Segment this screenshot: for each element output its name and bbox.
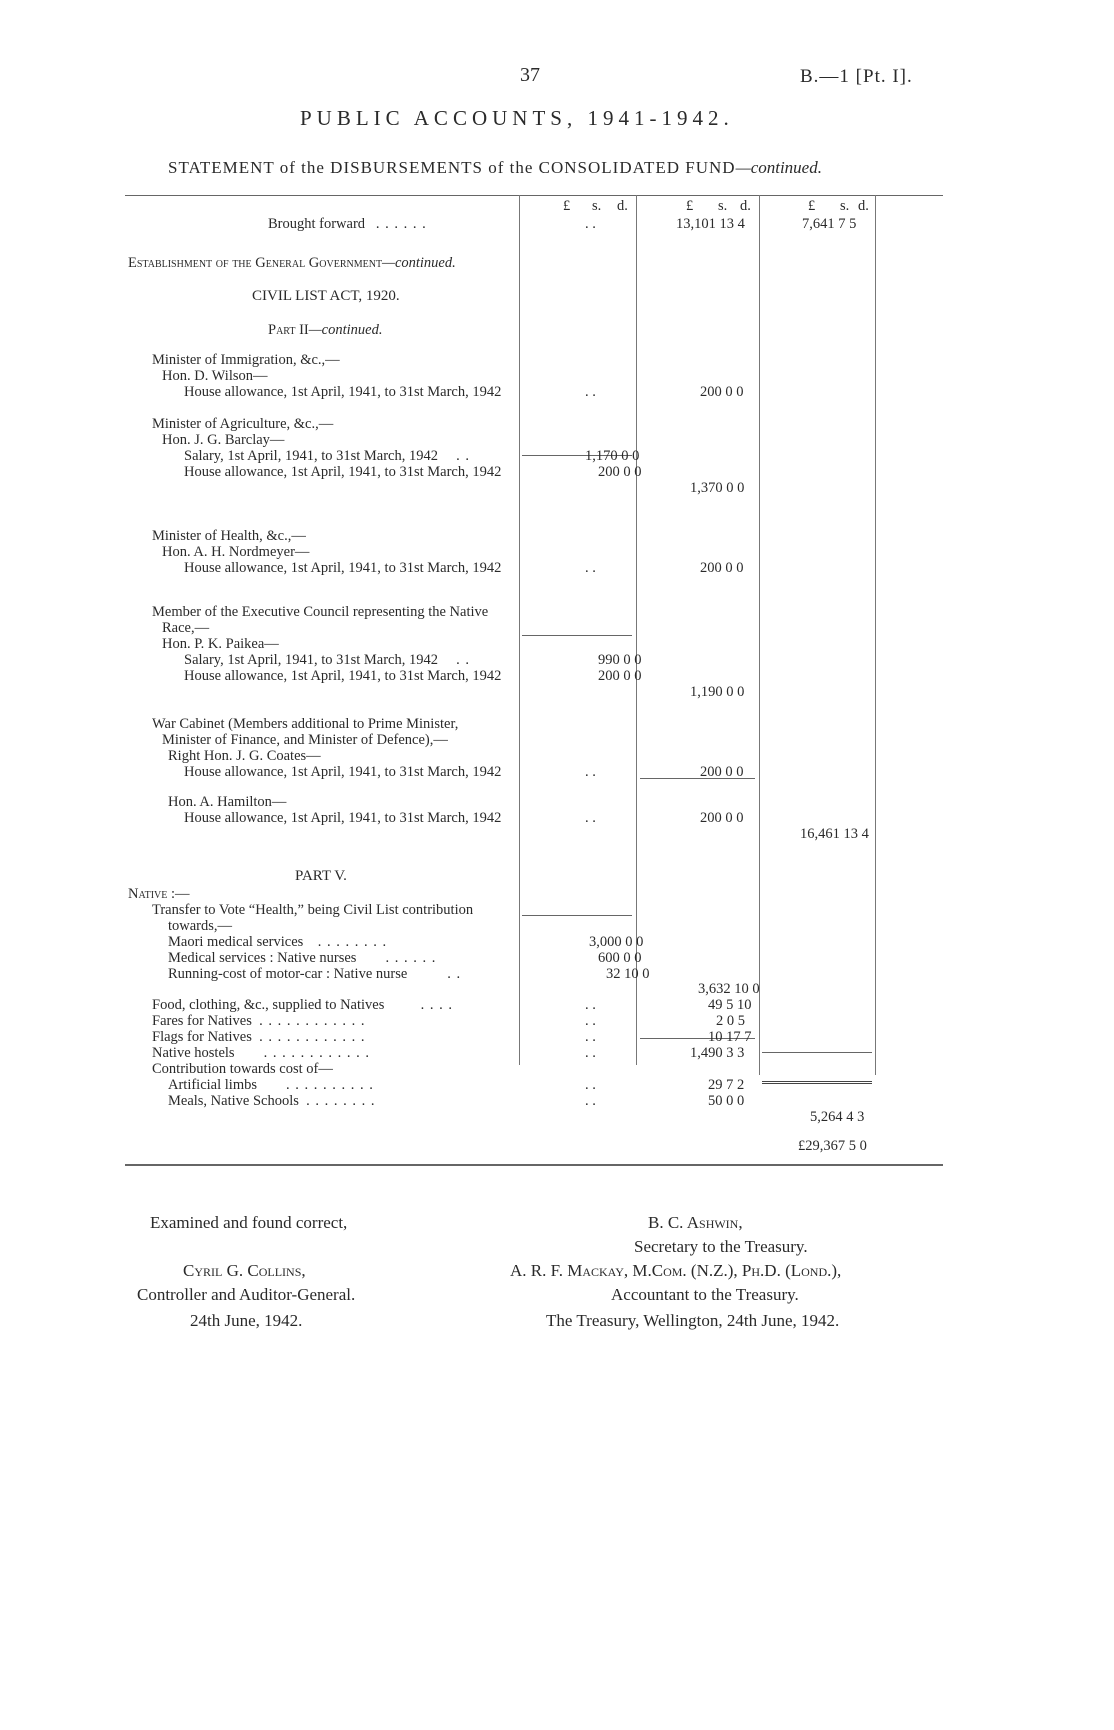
accountant-title: Accountant to the Treasury.: [611, 1285, 799, 1304]
native-label: Native: [128, 886, 168, 902]
rule-native-race-subtotal: [522, 635, 632, 636]
part-continued: —continued.: [308, 322, 383, 338]
health-heading: Minister of Health, &c.,—: [152, 528, 306, 544]
food-row: [152, 997, 453, 1013]
col3-pound-header: £: [808, 198, 816, 214]
limbs-col2: 29 7 2: [708, 1077, 745, 1093]
native-race-salary: [184, 652, 470, 668]
maori-medical-col1: 3,000 0 0: [589, 934, 644, 950]
immigration-col2: 200 0 0: [700, 384, 744, 400]
food-col2: 49 5 10: [708, 997, 752, 1013]
establishment-heading: [128, 255, 456, 271]
war-cabinet-heading-cont: Minister of Finance, and Minister of Defence),—: [162, 732, 448, 748]
brought-forward-col2: 13,101 13 4: [676, 216, 745, 232]
civil-list-heading: CIVIL LIST ACT, 1920.: [252, 288, 400, 304]
leader-dots: . . . . . . . .: [306, 1093, 376, 1109]
meals-label: Meals, Native Schools: [168, 1093, 299, 1109]
document-reference: B.—1 [Pt. I].: [800, 66, 913, 87]
medical-services-col1: 600 0 0: [598, 950, 642, 966]
flags-col1: . .: [585, 1029, 596, 1045]
auditor-title: Controller and Auditor-General.: [137, 1285, 356, 1304]
food-col1: . .: [585, 997, 596, 1013]
brought-forward-col1: . .: [585, 216, 596, 232]
native-col3-total: 5,264 4 3: [810, 1109, 865, 1125]
food-label: Food, clothing, &c., supplied to Natives: [152, 997, 385, 1013]
flags-label: Flags for Natives: [152, 1029, 252, 1045]
immigration-col1: . .: [585, 384, 596, 400]
col1-shillings-header: s.: [592, 198, 602, 214]
health-col2: 200 0 0: [700, 560, 744, 576]
running-cost-row: [168, 966, 461, 982]
hostels-label: Native hostels: [152, 1045, 235, 1061]
native-race-house: House allowance, 1st April, 1941, to 31st March, 1942: [184, 668, 502, 684]
hamilton-col1: . .: [585, 810, 596, 826]
grand-total: £29,367 5 0: [798, 1138, 867, 1154]
hamilton-person: Hon. A. Hamilton—: [168, 794, 287, 810]
hostels-col2: 1,490 3 3: [690, 1045, 745, 1061]
col1-pence-header: d.: [617, 198, 628, 214]
subtitle-text: STATEMENT of the DISBURSEMENTS of the CONSOLIDATED FUND: [168, 158, 736, 177]
meals-col1: . .: [585, 1093, 596, 1109]
rule-transfer-subtotal: [522, 915, 632, 916]
war-cabinet-col2: 200 0 0: [700, 764, 744, 780]
immigration-person: Hon. D. Wilson—: [162, 368, 268, 384]
war-cabinet-col1: . .: [585, 764, 596, 780]
native-race-col2: 1,190 0 0: [690, 684, 745, 700]
subtitle-continued: —continued.: [735, 158, 822, 177]
leader-dots: . . . . . .: [375, 216, 427, 232]
leader-dots: . . . . . .: [385, 950, 437, 966]
leader-dots: . . . . . . . . . . . .: [259, 1013, 366, 1029]
native-label-suffix: :—: [167, 886, 190, 902]
agriculture-salary-label: Salary, 1st April, 1941, to 31st March, 1942: [184, 448, 438, 464]
limbs-label: Artificial limbs: [168, 1077, 257, 1093]
native-heading: [128, 886, 190, 902]
immigration-line: House allowance, 1st April, 1941, to 31st March, 1942: [184, 384, 502, 400]
col3-pence-header: d.: [858, 198, 869, 214]
leader-dots: . .: [456, 652, 470, 668]
part-ii-heading: [268, 322, 382, 338]
agriculture-salary: [184, 448, 470, 464]
leader-dots: . . . . . . . . . . . .: [259, 1029, 366, 1045]
fares-col1: . .: [585, 1013, 596, 1029]
contribution-heading: Contribution towards cost of—: [152, 1061, 333, 1077]
native-race-salary-label: Salary, 1st April, 1941, to 31st March, 1942: [184, 652, 438, 668]
immigration-heading: Minister of Immigration, &c.,—: [152, 352, 340, 368]
brought-forward-row: [268, 216, 427, 232]
examined-statement: Examined and found correct,: [150, 1213, 348, 1232]
part-v-heading: PART V.: [295, 868, 347, 884]
establishment-continued: —continued.: [382, 255, 456, 271]
hamilton-col2: 200 0 0: [700, 810, 744, 826]
hostels-row: [152, 1045, 370, 1061]
col2-pound-header: £: [686, 198, 694, 214]
war-cabinet-heading: War Cabinet (Members additional to Prime Minister,: [152, 716, 459, 732]
column-divider-4: [875, 195, 876, 1075]
hamilton-line: House allowance, 1st April, 1941, to 31st March, 1942: [184, 810, 502, 826]
auditor-name: Cyril G. Collins,: [183, 1261, 306, 1280]
leader-dots: . .: [447, 966, 462, 982]
col1-pound-header: £: [563, 198, 571, 214]
native-race-heading: Member of the Executive Council representing the Native: [152, 604, 489, 620]
agriculture-house-col1: 200 0 0: [598, 464, 642, 480]
secretary-title: Secretary to the Treasury.: [634, 1237, 808, 1256]
brought-forward-label: Brought forward: [268, 216, 366, 232]
leader-dots: . . . .: [420, 997, 454, 1013]
secretary-name: B. C. Ashwin,: [648, 1213, 743, 1232]
agriculture-house: House allowance, 1st April, 1941, to 31st March, 1942: [184, 464, 502, 480]
col2-shillings-header: s.: [718, 198, 728, 214]
establishment-label: Establishment of the General Government: [128, 255, 383, 271]
maori-medical-label: Maori medical services: [168, 934, 304, 950]
running-cost-col1: 32 10 0: [606, 966, 650, 982]
auditor-date: 24th June, 1942.: [190, 1311, 303, 1330]
native-race-heading-cont: Race,—: [162, 620, 210, 636]
transfer-col2: 3,632 10 0: [698, 981, 760, 997]
limbs-row: [168, 1077, 374, 1093]
col3-shillings-header: s.: [840, 198, 850, 214]
health-col1: . .: [585, 560, 596, 576]
leader-dots: . . . . . . . .: [317, 934, 388, 950]
native-race-salary-col1: 990 0 0: [598, 652, 642, 668]
leader-dots: . . . . . . . . . . . .: [263, 1045, 370, 1061]
war-cabinet-person: Right Hon. J. G. Coates—: [168, 748, 321, 764]
flags-row: [152, 1029, 366, 1045]
agriculture-heading: Minister of Agriculture, &c.,—: [152, 416, 334, 432]
leader-dots: . . . . . . . . . .: [286, 1077, 374, 1093]
native-race-house-col1: 200 0 0: [598, 668, 642, 684]
fares-row: [152, 1013, 365, 1029]
limbs-col1: . .: [585, 1077, 596, 1093]
meals-col2: 50 0 0: [708, 1093, 745, 1109]
leader-dots: . .: [456, 448, 470, 464]
part-label: Part II: [268, 322, 309, 338]
page-number: 37: [520, 64, 540, 86]
medical-services-label: Medical services : Native nurses: [168, 950, 357, 966]
meals-row: [168, 1093, 376, 1109]
health-line: House allowance, 1st April, 1941, to 31st March, 1942: [184, 560, 502, 576]
agriculture-person: Hon. J. G. Barclay—: [162, 432, 285, 448]
fares-label: Fares for Natives: [152, 1013, 252, 1029]
civil-list-col3-total: 16,461 13 4: [800, 826, 869, 842]
column-divider-1: [519, 195, 520, 1065]
transfer-heading: Transfer to Vote “Health,” being Civil List contribution: [152, 902, 474, 918]
treasury-place-date: The Treasury, Wellington, 24th June, 1942.: [546, 1311, 840, 1330]
rule-grand-total-top: [762, 1052, 872, 1053]
health-person: Hon. A. H. Nordmeyer—: [162, 544, 310, 560]
maori-medical-row: [168, 934, 387, 950]
medical-services-row: [168, 950, 436, 966]
column-divider-3: [759, 195, 760, 1075]
agriculture-col2: 1,370 0 0: [690, 480, 745, 496]
war-cabinet-line: House allowance, 1st April, 1941, to 31st March, 1942: [184, 764, 502, 780]
rule-grand-total-bottom: [762, 1081, 872, 1084]
flags-col2: 10 17 7: [708, 1029, 752, 1045]
col2-pence-header: d.: [740, 198, 751, 214]
brought-forward-col3: 7,641 7 5: [802, 216, 857, 232]
statement-subtitle: [168, 158, 822, 178]
accountant-name: [510, 1261, 841, 1281]
transfer-heading-cont: towards,—: [168, 918, 233, 934]
fares-col2: 2 0 5: [716, 1013, 745, 1029]
agriculture-salary-col1: 1,170 0 0: [585, 448, 640, 464]
page-title: PUBLIC ACCOUNTS, 1941-1942.: [300, 106, 734, 130]
accountant-name-text: A. R. F. Mackay, M.Com. (N.Z.), Ph.D. (Lond.),: [510, 1261, 842, 1280]
running-cost-label: Running-cost of motor-car : Native nurse: [168, 966, 408, 982]
hostels-col1: . .: [585, 1045, 596, 1061]
native-race-person: Hon. P. K. Paikea—: [162, 636, 279, 652]
